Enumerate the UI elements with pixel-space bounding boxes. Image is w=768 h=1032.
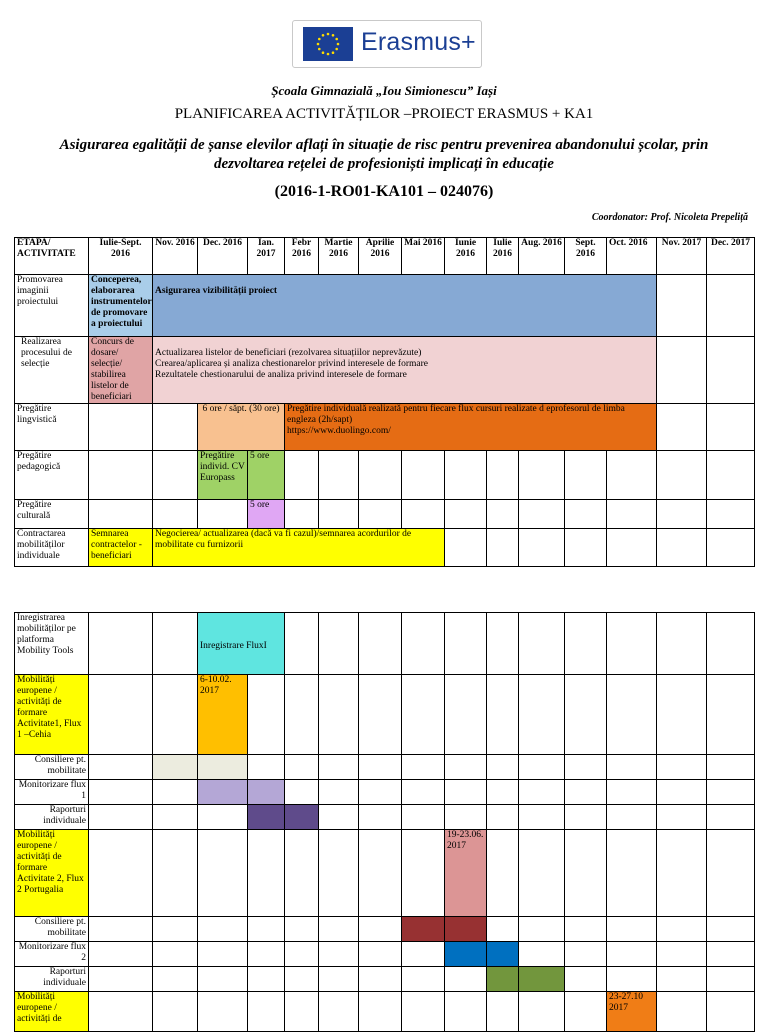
empty-cell bbox=[519, 755, 565, 780]
empty-cell bbox=[657, 755, 707, 780]
activity-span bbox=[285, 404, 657, 451]
empty-cell bbox=[487, 613, 519, 675]
color-cell bbox=[248, 780, 285, 805]
empty-cell bbox=[319, 780, 359, 805]
empty-cell bbox=[565, 780, 607, 805]
empty-cell bbox=[487, 992, 519, 1032]
table-row bbox=[15, 500, 755, 529]
empty-cell bbox=[248, 755, 285, 780]
empty-cell bbox=[248, 917, 285, 942]
span-line: Rezultatele chestionarului de analiza privind interesele de formare bbox=[155, 370, 407, 380]
col-header: Sept. 2016 bbox=[565, 238, 607, 275]
empty-cell bbox=[89, 675, 153, 755]
empty-cell bbox=[607, 613, 657, 675]
empty-cell bbox=[445, 675, 487, 755]
empty-cell bbox=[487, 830, 519, 917]
col-header: Iunie 2016 bbox=[445, 238, 487, 275]
empty-cell bbox=[359, 967, 402, 992]
empty-cell bbox=[707, 755, 755, 780]
col-header: Martie 2016 bbox=[319, 238, 359, 275]
empty-cell bbox=[89, 780, 153, 805]
empty-cell bbox=[319, 967, 359, 992]
empty-cell bbox=[657, 942, 707, 967]
activity-span bbox=[153, 337, 657, 404]
empty-cell bbox=[153, 967, 198, 992]
empty-cell bbox=[487, 675, 519, 755]
empty-cell bbox=[519, 780, 565, 805]
empty-cell bbox=[285, 942, 319, 967]
empty-cell bbox=[319, 675, 359, 755]
empty-cell bbox=[402, 780, 445, 805]
activity-cell: 6 ore / săpt. (30 ore) bbox=[198, 404, 285, 451]
empty-cell bbox=[89, 830, 153, 917]
empty-cell bbox=[519, 992, 565, 1032]
empty-cell bbox=[565, 942, 607, 967]
empty-cell bbox=[445, 613, 487, 675]
empty-cell bbox=[565, 613, 607, 675]
empty-cell bbox=[198, 992, 248, 1032]
empty-cell bbox=[487, 451, 519, 500]
empty-cell bbox=[487, 755, 519, 780]
empty-cell bbox=[707, 275, 755, 337]
empty-cell bbox=[707, 675, 755, 755]
empty-cell bbox=[89, 992, 153, 1032]
coordinator: Coordonator: Prof. Nicoleta Prepeliță bbox=[591, 212, 748, 223]
empty-cell bbox=[153, 613, 198, 675]
empty-cell bbox=[153, 404, 198, 451]
empty-cell bbox=[402, 830, 445, 917]
empty-cell bbox=[657, 337, 707, 404]
color-cell bbox=[519, 967, 565, 992]
empty-cell bbox=[707, 917, 755, 942]
empty-cell bbox=[319, 992, 359, 1032]
empty-cell bbox=[359, 451, 402, 500]
empty-cell bbox=[285, 500, 319, 529]
empty-cell bbox=[707, 337, 755, 404]
empty-cell bbox=[565, 755, 607, 780]
empty-cell bbox=[565, 830, 607, 917]
empty-cell bbox=[153, 830, 198, 917]
empty-cell bbox=[445, 529, 487, 567]
empty-cell bbox=[657, 917, 707, 942]
empty-cell bbox=[402, 675, 445, 755]
empty-cell bbox=[519, 917, 565, 942]
empty-cell bbox=[607, 451, 657, 500]
empty-cell bbox=[319, 613, 359, 675]
empty-cell bbox=[487, 500, 519, 529]
empty-cell bbox=[657, 451, 707, 500]
row-label: Promovarea imaginii proiectului bbox=[15, 275, 89, 337]
table-row bbox=[15, 529, 755, 567]
span-line: Crearea/aplicarea și analiza chestionarelor privind interesele de formare bbox=[155, 359, 428, 369]
color-cell bbox=[445, 917, 487, 942]
empty-cell bbox=[359, 780, 402, 805]
empty-cell bbox=[565, 917, 607, 942]
empty-cell bbox=[285, 830, 319, 917]
empty-cell bbox=[285, 780, 319, 805]
empty-cell bbox=[402, 613, 445, 675]
empty-cell bbox=[607, 755, 657, 780]
empty-cell bbox=[153, 992, 198, 1032]
empty-cell bbox=[153, 500, 198, 529]
empty-cell bbox=[519, 830, 565, 917]
color-cell bbox=[153, 755, 198, 780]
color-cell bbox=[487, 967, 519, 992]
empty-cell bbox=[402, 942, 445, 967]
empty-cell bbox=[565, 805, 607, 830]
table-row bbox=[15, 917, 755, 942]
logo-text: Erasmus+ bbox=[361, 28, 476, 56]
empty-cell bbox=[319, 451, 359, 500]
empty-cell bbox=[607, 529, 657, 567]
table-header-row bbox=[15, 238, 755, 275]
empty-cell bbox=[657, 613, 707, 675]
row-label: Consiliere pt. mobilitate bbox=[15, 755, 89, 780]
activity-cell: 19-23.06. 2017 bbox=[445, 830, 487, 917]
empty-cell bbox=[359, 805, 402, 830]
empty-cell bbox=[707, 404, 755, 451]
empty-cell bbox=[359, 500, 402, 529]
row-label: Mobilități europene / activități de formare Activitate 2, Flux 2 Portugalia bbox=[15, 830, 89, 917]
empty-cell bbox=[445, 967, 487, 992]
empty-cell bbox=[319, 917, 359, 942]
eu-flag-icon bbox=[303, 27, 353, 61]
empty-cell bbox=[402, 992, 445, 1032]
table-row bbox=[15, 992, 755, 1032]
empty-cell bbox=[153, 451, 198, 500]
span-line: Pregătire individuală realizată pentru fiecare flux cursuri realizate d eprofesorul de limba engleza (2h/sapt) bbox=[287, 404, 625, 425]
empty-cell bbox=[565, 451, 607, 500]
empty-cell bbox=[657, 967, 707, 992]
span-line: Actualizarea listelor de beneficiari (rezolvarea situațiilor neprevăzute) bbox=[155, 348, 422, 358]
empty-cell bbox=[445, 451, 487, 500]
empty-cell bbox=[359, 755, 402, 780]
plan-table-2 bbox=[14, 612, 755, 1032]
activity-cell: Conceperea, elaborarea instrumentelor de promovare a proiectului bbox=[89, 275, 153, 337]
empty-cell bbox=[707, 830, 755, 917]
row-label: Raporturi individuale bbox=[15, 967, 89, 992]
color-cell bbox=[285, 805, 319, 830]
empty-cell bbox=[565, 992, 607, 1032]
school-name: Școala Gimnazială „Iou Simionescu” Iași bbox=[271, 83, 497, 98]
col-header: Dec. 2016 bbox=[198, 238, 248, 275]
empty-cell bbox=[285, 613, 319, 675]
table-row bbox=[15, 805, 755, 830]
empty-cell bbox=[285, 755, 319, 780]
col-header: Aug. 2016 bbox=[519, 238, 565, 275]
empty-cell bbox=[402, 500, 445, 529]
empty-cell bbox=[657, 805, 707, 830]
empty-cell bbox=[607, 967, 657, 992]
empty-cell bbox=[519, 805, 565, 830]
empty-cell bbox=[89, 942, 153, 967]
empty-cell bbox=[607, 805, 657, 830]
empty-cell bbox=[198, 967, 248, 992]
color-cell bbox=[445, 942, 487, 967]
empty-cell bbox=[519, 675, 565, 755]
empty-cell bbox=[519, 942, 565, 967]
table-row bbox=[15, 613, 755, 675]
empty-cell bbox=[319, 500, 359, 529]
table-row bbox=[15, 780, 755, 805]
col-header: Nov. 2017 bbox=[657, 238, 707, 275]
empty-cell bbox=[707, 992, 755, 1032]
empty-cell bbox=[319, 942, 359, 967]
activity-cell: 5 ore bbox=[248, 500, 285, 529]
empty-cell bbox=[565, 967, 607, 992]
activity-cell: 6-10.02. 2017 bbox=[198, 675, 248, 755]
row-label: Consiliere pt. mobilitate bbox=[15, 917, 89, 942]
empty-cell bbox=[565, 500, 607, 529]
table-row bbox=[15, 942, 755, 967]
table-row bbox=[15, 451, 755, 500]
empty-cell bbox=[89, 967, 153, 992]
row-label: Mobilități europene / activități de formare Activitate1, Flux 1 –Cehia bbox=[15, 675, 89, 755]
table-row bbox=[15, 675, 755, 755]
empty-cell bbox=[657, 500, 707, 529]
plan-table-1 bbox=[14, 237, 755, 567]
table-row bbox=[15, 830, 755, 917]
empty-cell bbox=[153, 675, 198, 755]
empty-cell bbox=[402, 967, 445, 992]
col-header: Nov. 2016 bbox=[153, 238, 198, 275]
empty-cell bbox=[565, 529, 607, 567]
col-header: Mai 2016 bbox=[402, 238, 445, 275]
empty-cell bbox=[153, 805, 198, 830]
row-label: Raporturi individuale bbox=[15, 805, 89, 830]
activity-cell: 5 ore bbox=[248, 451, 285, 500]
col-header: Iulie 2016 bbox=[487, 238, 519, 275]
empty-cell bbox=[89, 613, 153, 675]
table-row bbox=[15, 275, 755, 337]
color-cell bbox=[198, 755, 248, 780]
empty-cell bbox=[519, 613, 565, 675]
empty-cell bbox=[248, 675, 285, 755]
empty-cell bbox=[657, 830, 707, 917]
empty-cell bbox=[707, 529, 755, 567]
empty-cell bbox=[657, 404, 707, 451]
col-header: Dec. 2017 bbox=[707, 238, 755, 275]
activity-span: Negocierea/ actualizarea (dacă va fi cazul)/semnarea acordurilor de mobilitate cu furnizorii bbox=[153, 529, 445, 567]
color-cell bbox=[487, 942, 519, 967]
row-label: Inregistrarea mobilităților pe platforma Mobility Tools bbox=[15, 613, 89, 675]
empty-cell bbox=[707, 613, 755, 675]
empty-cell bbox=[359, 830, 402, 917]
empty-cell bbox=[359, 992, 402, 1032]
table-row bbox=[15, 755, 755, 780]
color-cell bbox=[402, 917, 445, 942]
empty-cell bbox=[607, 942, 657, 967]
empty-cell bbox=[402, 755, 445, 780]
empty-cell bbox=[707, 500, 755, 529]
empty-cell bbox=[285, 675, 319, 755]
empty-cell bbox=[359, 613, 402, 675]
link-text[interactable]: https://www.duolingo.com/ bbox=[287, 426, 391, 436]
row-label: Pregătire lingvistică bbox=[15, 404, 89, 451]
empty-cell bbox=[607, 780, 657, 805]
col-header: ETAPA/ ACTIVITATE bbox=[15, 238, 89, 275]
empty-cell bbox=[519, 451, 565, 500]
empty-cell bbox=[402, 451, 445, 500]
table-row bbox=[15, 337, 755, 404]
erasmus-logo bbox=[292, 20, 482, 68]
empty-cell bbox=[248, 830, 285, 917]
row-label: Contractarea mobilităților individuale bbox=[15, 529, 89, 567]
empty-cell bbox=[707, 805, 755, 830]
empty-cell bbox=[285, 992, 319, 1032]
empty-cell bbox=[89, 755, 153, 780]
row-label: Monitorizare flux 1 bbox=[15, 780, 89, 805]
activity-cell: Inregistrare FluxI bbox=[198, 613, 285, 675]
empty-cell bbox=[707, 967, 755, 992]
empty-cell bbox=[445, 780, 487, 805]
empty-cell bbox=[657, 675, 707, 755]
col-header: Iulie-Sept. 2016 bbox=[89, 238, 153, 275]
empty-cell bbox=[445, 805, 487, 830]
empty-cell bbox=[519, 529, 565, 567]
activity-span: Asigurarea vizibilității proiect bbox=[153, 275, 657, 337]
empty-cell bbox=[153, 780, 198, 805]
col-header: Febr 2016 bbox=[285, 238, 319, 275]
empty-cell bbox=[89, 500, 153, 529]
row-label: Monitorizare flux 2 bbox=[15, 942, 89, 967]
empty-cell bbox=[607, 917, 657, 942]
empty-cell bbox=[285, 451, 319, 500]
empty-cell bbox=[89, 805, 153, 830]
col-header: Ian. 2017 bbox=[248, 238, 285, 275]
empty-cell bbox=[607, 675, 657, 755]
empty-cell bbox=[89, 404, 153, 451]
col-header: Aprilie 2016 bbox=[359, 238, 402, 275]
empty-cell bbox=[402, 805, 445, 830]
row-label: Pregătire pedagogică bbox=[15, 451, 89, 500]
activity-cell: Pregătire individ. CV Europass bbox=[198, 451, 248, 500]
empty-cell bbox=[153, 917, 198, 942]
col-header: Oct. 2016 bbox=[607, 238, 657, 275]
empty-cell bbox=[285, 967, 319, 992]
empty-cell bbox=[607, 500, 657, 529]
empty-cell bbox=[89, 451, 153, 500]
empty-cell bbox=[359, 917, 402, 942]
empty-cell bbox=[319, 830, 359, 917]
empty-cell bbox=[657, 275, 707, 337]
empty-cell bbox=[445, 500, 487, 529]
empty-cell bbox=[657, 780, 707, 805]
project-code: (2016-1-RO01-KA101 – 024076) bbox=[274, 183, 494, 200]
empty-cell bbox=[198, 500, 248, 529]
empty-cell bbox=[359, 942, 402, 967]
row-label: Pregătire culturală bbox=[15, 500, 89, 529]
activity-cell: 23-27.10 2017 bbox=[607, 992, 657, 1032]
empty-cell bbox=[248, 967, 285, 992]
empty-cell bbox=[153, 942, 198, 967]
empty-cell bbox=[487, 917, 519, 942]
empty-cell bbox=[707, 780, 755, 805]
empty-cell bbox=[248, 992, 285, 1032]
color-cell bbox=[248, 805, 285, 830]
empty-cell bbox=[445, 992, 487, 1032]
empty-cell bbox=[607, 830, 657, 917]
row-label: Realizarea procesului de selecție bbox=[15, 337, 89, 404]
empty-cell bbox=[89, 917, 153, 942]
empty-cell bbox=[319, 755, 359, 780]
empty-cell bbox=[248, 942, 285, 967]
empty-cell bbox=[198, 805, 248, 830]
empty-cell bbox=[198, 942, 248, 967]
empty-cell bbox=[487, 805, 519, 830]
table-row bbox=[15, 404, 755, 451]
empty-cell bbox=[565, 675, 607, 755]
empty-cell bbox=[707, 451, 755, 500]
empty-cell bbox=[519, 500, 565, 529]
empty-cell bbox=[319, 805, 359, 830]
empty-cell bbox=[198, 830, 248, 917]
activity-cell: Concurs de dosare/ selecție/ stabilirea listelor de beneficiari bbox=[89, 337, 153, 404]
table-row bbox=[15, 967, 755, 992]
empty-cell bbox=[657, 529, 707, 567]
row-label: Mobilități europene / activități de bbox=[15, 992, 89, 1032]
empty-cell bbox=[445, 755, 487, 780]
page-title: PLANIFICAREA ACTIVITĂȚILOR –PROIECT ERASMUS + KA1 bbox=[174, 106, 594, 122]
project-subtitle: Asigurarea egalității de șanse elevilor aflați în situație de risc pentru prevenirea abandonului școlar, prin dezvoltarea rețelei de profesioniști implicați în educație bbox=[59, 137, 709, 172]
empty-cell bbox=[198, 917, 248, 942]
empty-cell bbox=[707, 942, 755, 967]
empty-cell bbox=[487, 780, 519, 805]
empty-cell bbox=[359, 675, 402, 755]
empty-cell bbox=[657, 992, 707, 1032]
activity-cell: Semnarea contractelor - beneficiari bbox=[89, 529, 153, 567]
color-cell bbox=[198, 780, 248, 805]
empty-cell bbox=[285, 917, 319, 942]
empty-cell bbox=[487, 529, 519, 567]
